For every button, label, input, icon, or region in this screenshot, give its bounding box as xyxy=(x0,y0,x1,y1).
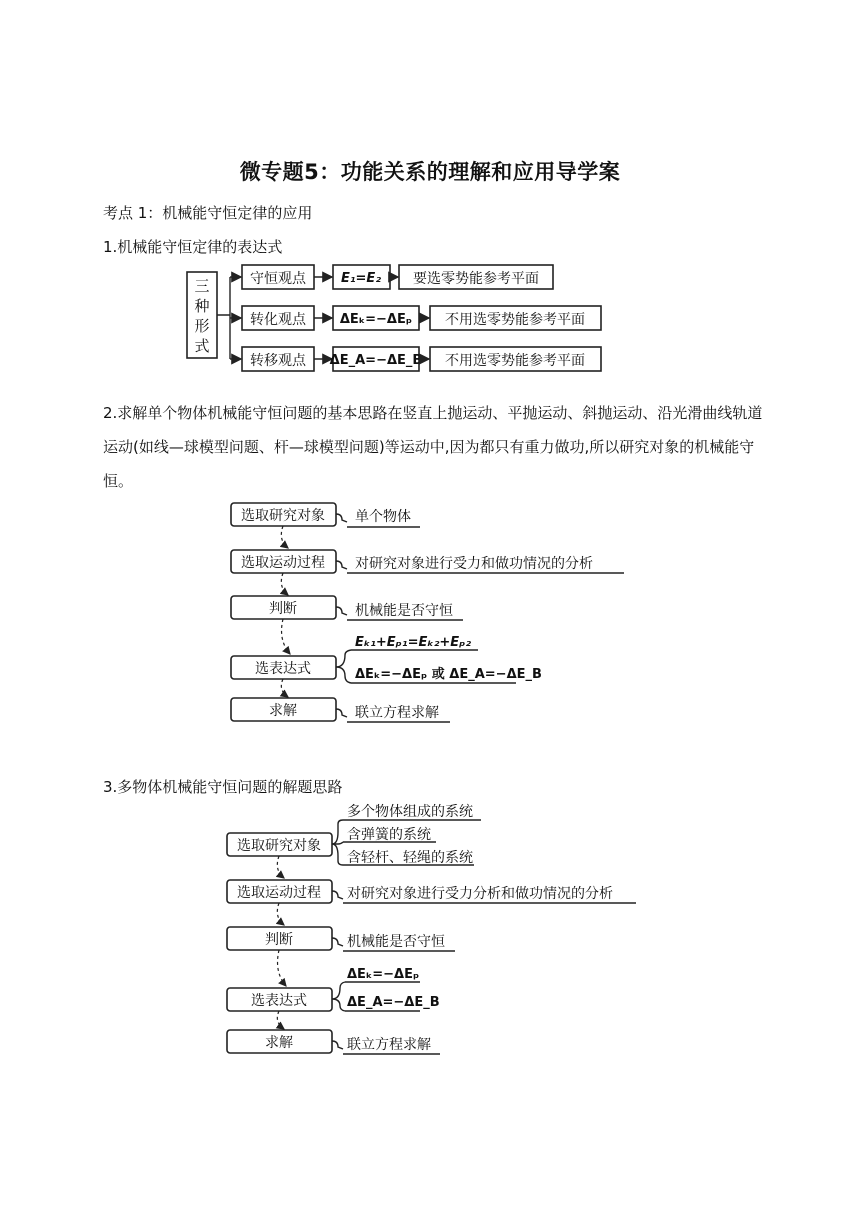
flow-arrow xyxy=(281,573,288,595)
step-label: 求解 xyxy=(269,703,297,719)
flow-arrow xyxy=(277,856,284,878)
step-label: 选表达式 xyxy=(251,993,307,1009)
flow-step xyxy=(227,880,636,903)
step-note: 机械能是否守恒 xyxy=(355,603,453,619)
step-note: 对研究对象进行受力和做功情况的分析 xyxy=(355,556,593,572)
step-note: Eₖ₁+Eₚ₁=Eₖ₂+Eₚ₂ xyxy=(355,635,472,650)
flow-step xyxy=(227,1030,440,1054)
formula-label: ΔEₖ=−ΔEₚ xyxy=(339,312,413,327)
flow-arrow xyxy=(277,1011,284,1029)
note-connector xyxy=(332,891,343,899)
form-row xyxy=(230,265,553,289)
group-label-char: 种 xyxy=(194,297,210,315)
flow-arrow xyxy=(281,679,288,697)
note-connector xyxy=(332,938,343,946)
group-label-char: 三 xyxy=(194,277,210,295)
step-label: 判断 xyxy=(269,601,297,617)
note-connector xyxy=(336,667,351,683)
note-connector xyxy=(332,982,345,999)
flow-step xyxy=(231,550,624,573)
step-label: 求解 xyxy=(265,1035,293,1051)
step-note: ΔE_A=−ΔE_B xyxy=(347,995,440,1010)
form-row xyxy=(230,306,601,330)
group-label-char: 形 xyxy=(194,317,210,335)
formula-label: E₁=E₂ xyxy=(340,271,382,286)
note-connector xyxy=(336,709,347,717)
step-label: 判断 xyxy=(265,932,293,948)
flow-arrow xyxy=(281,526,288,548)
note-connector xyxy=(332,999,345,1011)
note-connector xyxy=(332,820,343,844)
note-connector xyxy=(336,607,347,615)
expression-forms-diagram xyxy=(0,262,860,382)
step-note: 多个物体组成的系统 xyxy=(347,804,473,820)
step-note: ΔEₖ=−ΔEₚ 或 ΔE_A=−ΔE_B xyxy=(355,667,542,682)
section2-paragraph: 2.求解单个物体机械能守恒问题的基本思路在竖直上抛运动、平抛运动、斜抛运动、沿光滑曲线轨道运动(如线—球模型问题、杆—球模型问题)等运动中,因为都只有重力做功,所以研究对象的机械能守恒。 xyxy=(103,404,763,490)
step-note: 含轻杆、轻绳的系统 xyxy=(347,850,473,866)
multi-object-flowchart xyxy=(0,800,860,1060)
flow-step xyxy=(231,503,420,527)
section3-heading: 3.多物体机械能守恒问题的解题思路 xyxy=(103,778,343,796)
view-label: 转移观点 xyxy=(250,353,306,369)
flow-step xyxy=(227,803,481,866)
note-connector xyxy=(336,561,347,569)
formula-label: ΔE_A=−ΔE_B xyxy=(329,353,423,368)
flow-arrow xyxy=(278,950,286,986)
step-label: 选取研究对象 xyxy=(241,508,325,524)
group-bracket xyxy=(217,277,230,359)
flow-step xyxy=(231,596,463,620)
note-label: 要选零势能参考平面 xyxy=(413,271,539,287)
step-label: 选取运动过程 xyxy=(237,885,321,901)
step-label: 选取运动过程 xyxy=(241,555,325,571)
view-label: 守恒观点 xyxy=(250,271,306,287)
topic-heading: 考点 1：机械能守恒定律的应用 xyxy=(103,204,313,222)
section1-heading: 1.机械能守恒定律的表达式 xyxy=(103,238,283,256)
form-row xyxy=(230,347,601,371)
step-note: 机械能是否守恒 xyxy=(347,934,445,950)
note-connector xyxy=(336,514,347,522)
group-label-char: 式 xyxy=(194,337,210,355)
step-note: 对研究对象进行受力分析和做功情况的分析 xyxy=(347,886,613,902)
step-label: 选取研究对象 xyxy=(237,838,321,854)
step-note: ΔEₖ=−ΔEₚ xyxy=(347,967,420,982)
step-note: 含弹簧的系统 xyxy=(347,827,431,843)
flow-arrow xyxy=(282,619,290,654)
flow-step xyxy=(231,635,542,683)
flow-step xyxy=(231,698,450,722)
flow-step xyxy=(227,927,455,951)
flow-arrow xyxy=(277,903,284,925)
note-label: 不用选零势能参考平面 xyxy=(445,353,585,369)
single-object-flowchart xyxy=(0,498,860,728)
step-label: 选表达式 xyxy=(255,661,311,677)
note-connector xyxy=(336,650,351,667)
note-label: 不用选零势能参考平面 xyxy=(445,312,585,328)
page-title: 微专题5：功能关系的理解和应用导学案 xyxy=(239,160,621,184)
view-label: 转化观点 xyxy=(250,312,306,328)
note-connector xyxy=(332,844,343,865)
step-note: 单个物体 xyxy=(355,509,411,525)
step-note: 联立方程求解 xyxy=(347,1037,431,1053)
flow-step xyxy=(227,967,440,1011)
note-connector xyxy=(332,1041,343,1049)
step-note: 联立方程求解 xyxy=(355,705,439,721)
